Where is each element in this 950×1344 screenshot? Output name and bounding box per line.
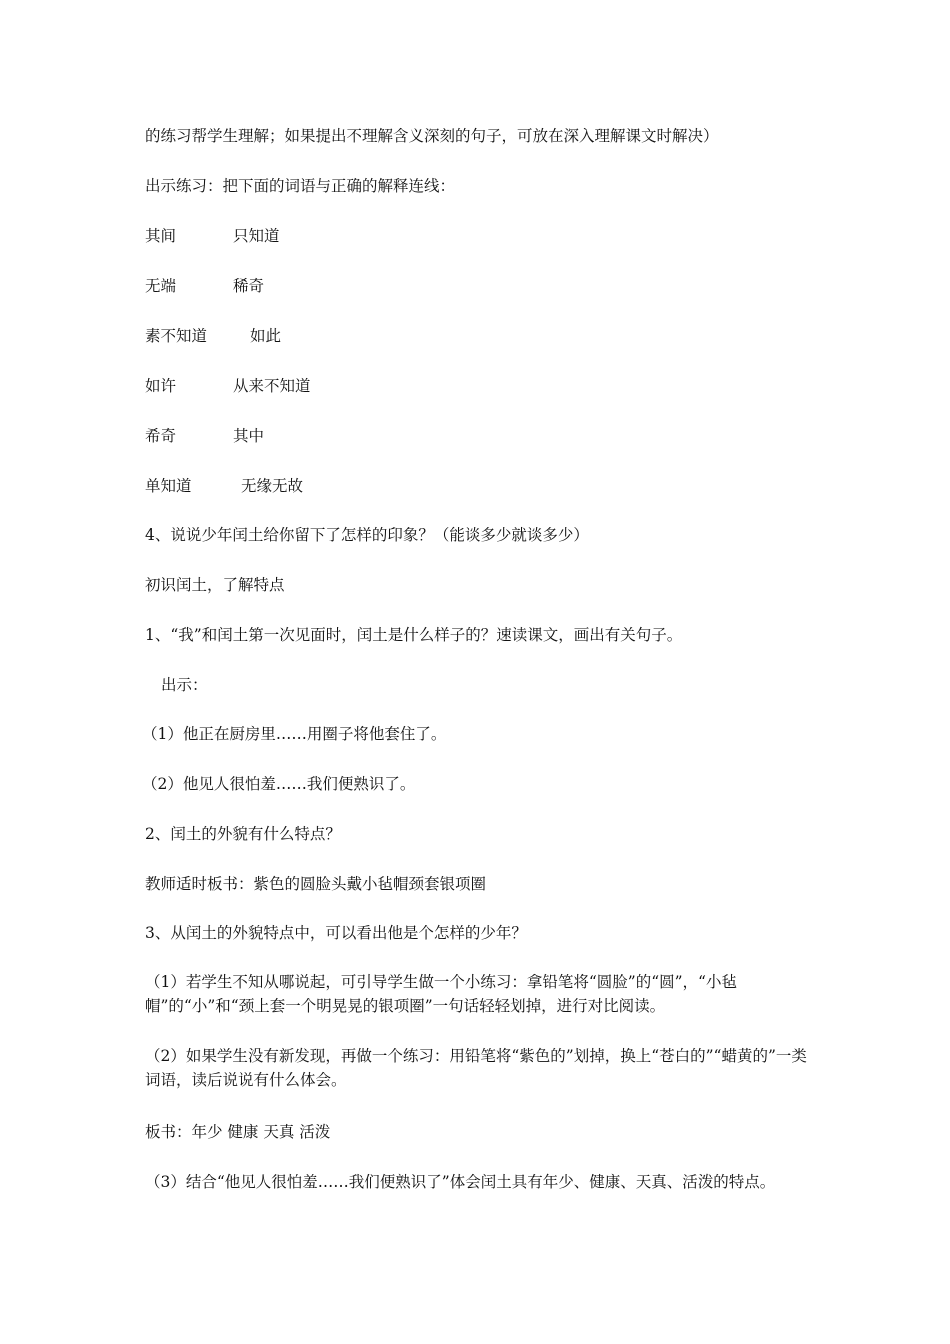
matching-term: 希奇 (145, 427, 177, 445)
paragraph-exercise-note: 的练习帮学生理解；如果提出不理解含义深刻的句子，可放在深入理解课文时解决） (145, 127, 719, 145)
paragraph-show-label: 出示： (161, 676, 208, 694)
paragraph-step-1: 1、“我”和闰土第一次见面时，闰土是什么样子的？速读课文，画出有关句子。 (145, 626, 683, 644)
paragraph-hint-3: （3）结合“他见人很怕羞……我们便熟识了”体会闰土具有年少、健康、天真、活泼的特点。 (145, 1173, 776, 1191)
matching-term: 如许 (145, 377, 177, 395)
matching-definition: 如此 (250, 327, 282, 345)
matching-definition: 从来不知道 (233, 377, 311, 395)
matching-term: 其间 (145, 227, 177, 245)
matching-definition: 其中 (233, 427, 265, 445)
paragraph-hint-2: （2）如果学生没有新发现，再做一个练习：用铅笔将“紫色的”划掉，换上“苍白的”“蜡黄的”一类词语，读后说说有什么体会。 (145, 1047, 807, 1089)
matching-definition: 无缘无故 (241, 477, 304, 495)
matching-term: 素不知道 (145, 327, 208, 345)
matching-term: 无端 (145, 277, 177, 295)
matching-term: 单知道 (145, 477, 192, 495)
paragraph-question-4: 4、说说少年闰土给你留下了怎样的印象？（能谈多少就谈多少） (145, 526, 589, 544)
matching-pair-3 (145, 325, 282, 347)
matching-pair-5 (145, 425, 265, 447)
matching-definition: 只知道 (233, 227, 280, 245)
paragraph-quote-1: （1）他正在厨房里……用圈子将他套住了。 (142, 725, 447, 743)
matching-definition: 稀奇 (233, 277, 265, 295)
paragraph-step-3: 3、从闰土的外貌特点中，可以看出他是个怎样的少年？ (145, 924, 527, 942)
matching-pair-2 (145, 275, 265, 297)
matching-pair-4 (145, 375, 311, 397)
matching-pair-1 (145, 225, 280, 247)
paragraph-blackboard-1: 教师适时板书：紫色的圆脸头戴小毡帽颈套银项圈 (145, 875, 487, 893)
paragraph-step-2: 2、闰土的外貌有什么特点？ (145, 825, 341, 843)
paragraph-hint-1: （1）若学生不知从哪说起，可引导学生做一个小练习：拿铅笔将“圆脸”的“圆”，“小毡帽”的“小”和“颈上套一个明晃晃的银项圈”一句话轻轻划掉，进行对比阅读。 (145, 973, 737, 1015)
matching-pair-6 (145, 475, 304, 497)
paragraph-blackboard-2: 板书：年少 健康 天真 活泼 (145, 1123, 331, 1141)
section-heading: 初识闰土，了解特点 (145, 576, 285, 594)
paragraph-matching-instruction: 出示练习：把下面的词语与正确的解释连线： (145, 177, 456, 195)
paragraph-quote-2: （2）他见人很怕羞……我们便熟识了。 (142, 775, 416, 793)
